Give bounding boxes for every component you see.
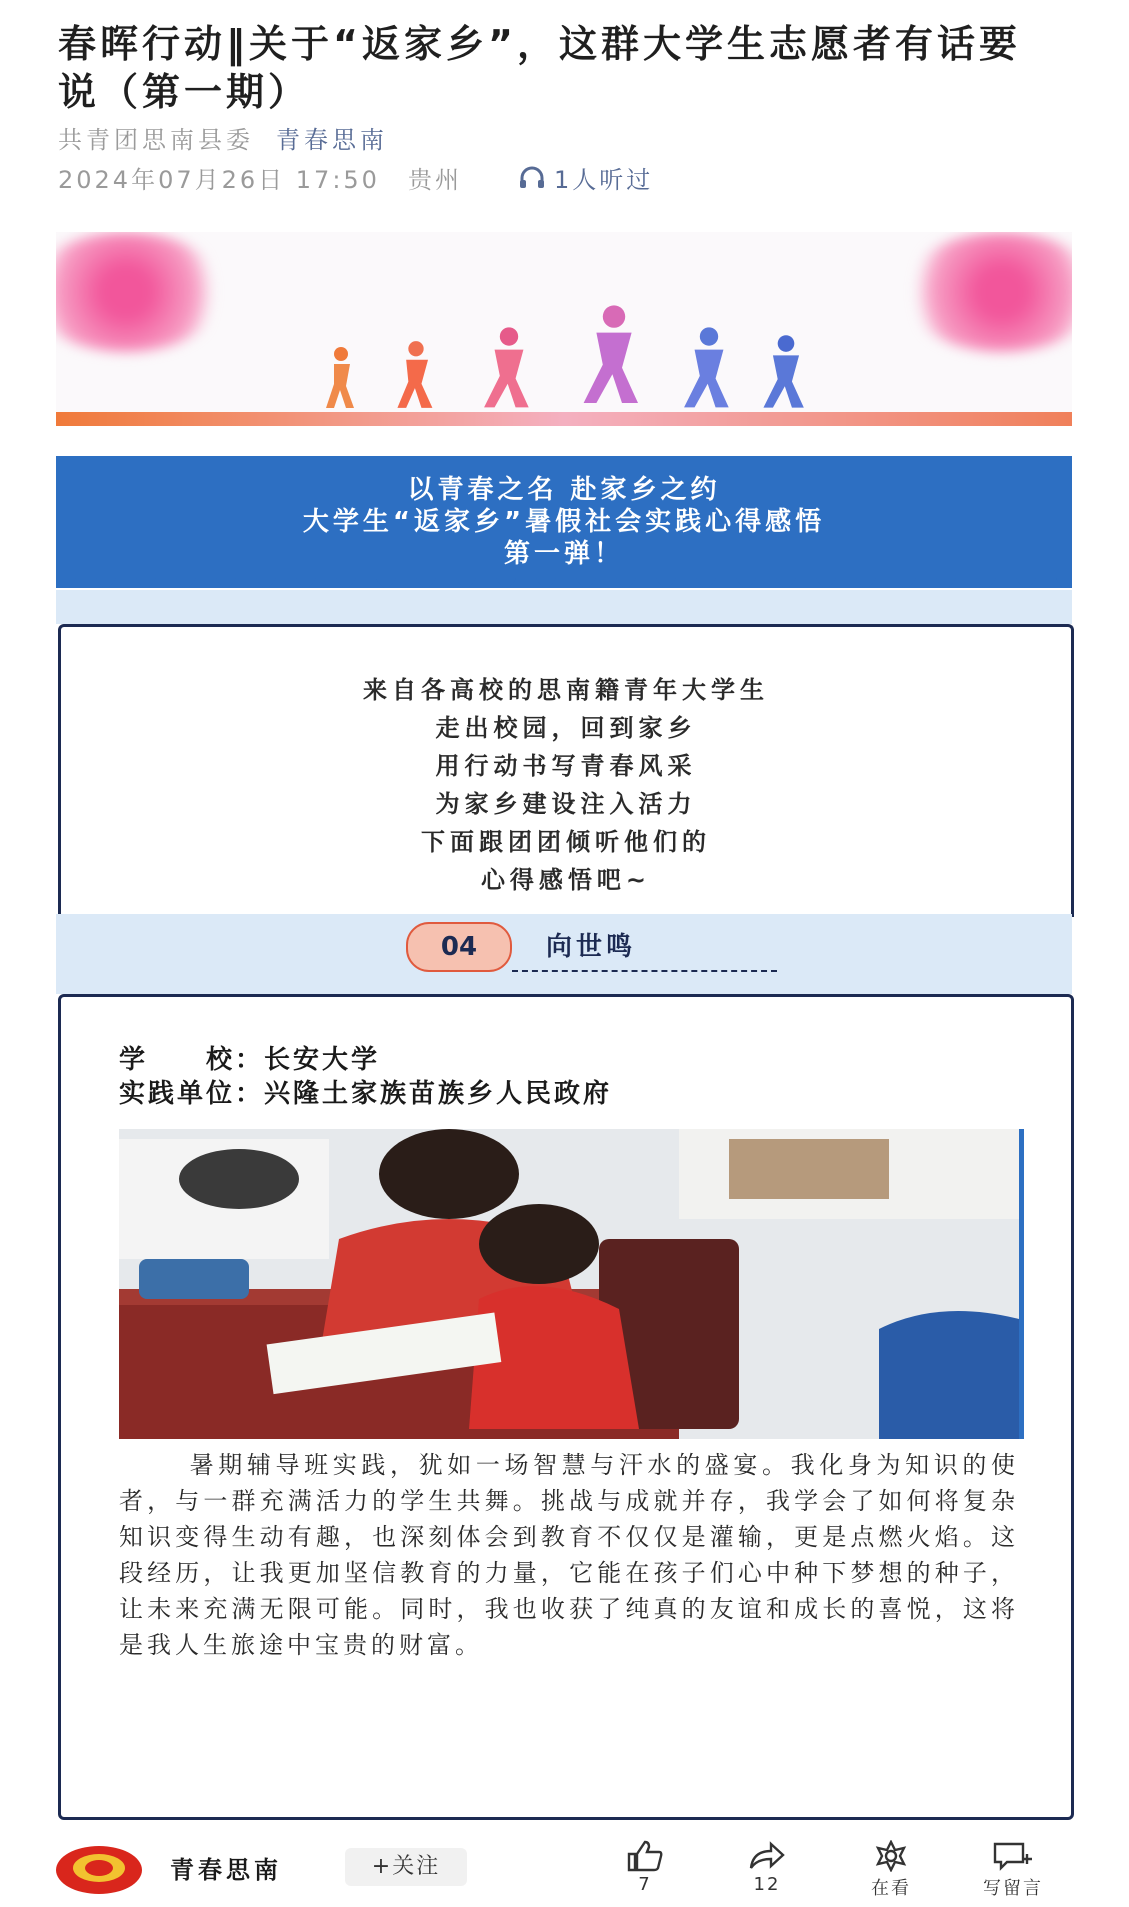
comment-button[interactable]: [968, 1840, 1058, 1900]
listen-count[interactable]: [518, 160, 653, 195]
headphones-icon: [518, 166, 546, 190]
share-arrow-icon: [747, 1840, 787, 1872]
listen-text: 1人听过: [553, 166, 654, 194]
author-line: [58, 120, 388, 155]
watching-label: 在看: [871, 1878, 911, 1899]
thumbs-up-icon: [625, 1840, 665, 1872]
theme-box: [56, 456, 1072, 588]
article-title: 春晖行动‖关于“返家乡”，这群大学生志愿者有话要说（第一期）: [58, 22, 1021, 114]
reflection-text: 暑期辅导班实践，犹如一场智慧与汗水的盛宴。我化身为知识的使者，与一群充满活力的学生共舞。挑战与成就并存，我学会了如何将复杂知识变得生动有趣，也深刻体会到教育不仅仅是灌输，更是点燃火焰。这段经历，让我更加坚信教育的力量，它能在孩子们心中种下梦想的种子，让未来充满无限可能。同时，我也收获了纯真的友谊和成长的喜悦，这将是我人生旅途中宝贵的财富。: [119, 1451, 1019, 1659]
theme-line-2: 大学生“返家乡”暑假社会实践心得感悟: [302, 507, 826, 537]
bottom-account-name[interactable]: 青春思南: [170, 1856, 282, 1884]
share-button[interactable]: [722, 1840, 812, 1895]
share-count: 12: [753, 1874, 781, 1895]
publish-datetime: 2024年07月26日 17:50: [58, 166, 380, 194]
unit-label: 实践单位：: [119, 1079, 265, 1109]
school-row: [119, 1039, 380, 1076]
theme-line-1: 以青春之名 赴家乡之约: [407, 475, 721, 505]
intro-line-1: 来自各高校的思南籍青年大学生: [363, 676, 769, 704]
like-button[interactable]: [600, 1840, 690, 1895]
author-name: 共青团思南县委: [58, 126, 254, 154]
intro-line-6: 心得感悟吧~: [480, 866, 652, 894]
like-count: 7: [638, 1874, 652, 1895]
divider-band: [56, 590, 1072, 624]
unit-row: [119, 1073, 612, 1110]
intro-line-4: 为家乡建设注入活力: [435, 790, 697, 818]
intro-card: [58, 624, 1074, 917]
unit-value: 兴隆土家族苗族乡人民政府: [264, 1079, 613, 1109]
intro-line-3: 用行动书写青春风采: [435, 752, 697, 780]
publish-location: 贵州: [407, 166, 462, 194]
bottom-action-bar: [0, 1836, 1129, 1907]
school-value: 长安大学: [264, 1045, 381, 1075]
school-label: 学 校：: [119, 1045, 265, 1075]
account-link[interactable]: 青春思南: [276, 126, 388, 154]
intro-line-5: 下面跟团团倾听他们的: [421, 828, 711, 856]
follow-button[interactable]: +关注: [345, 1848, 467, 1886]
account-logo-icon[interactable]: [56, 1846, 142, 1894]
banner-image: [56, 232, 1072, 426]
comment-icon: [991, 1840, 1035, 1872]
reflection-paragraph: [119, 1447, 1019, 1663]
meta-line: [58, 160, 653, 195]
watching-button[interactable]: [846, 1840, 936, 1900]
volunteer-name: 向世鸣: [546, 932, 637, 962]
volunteer-card: [58, 994, 1074, 1820]
intro-line-2: 走出校园，回到家乡: [435, 714, 697, 742]
comment-label: 写留言: [983, 1878, 1043, 1899]
volunteer-name-bar: [56, 914, 1072, 994]
tutoring-photo[interactable]: [119, 1129, 1024, 1439]
flower-icon: [871, 1840, 911, 1872]
entry-number-badge: 04: [406, 922, 512, 972]
theme-line-3: 第一弹！: [503, 539, 624, 569]
